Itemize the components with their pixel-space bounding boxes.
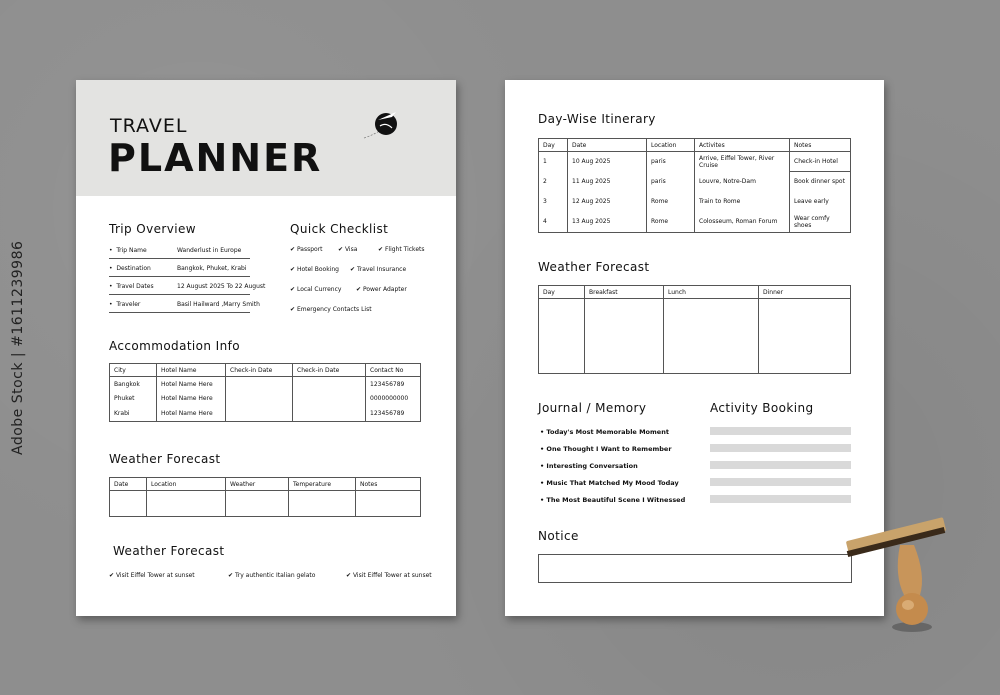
table-cell: Wear comfy shoes	[790, 212, 851, 233]
column-header: Lunch	[664, 286, 759, 299]
weather-table	[109, 477, 421, 517]
page-left	[76, 80, 456, 616]
table-cell: Colosseum, Roman Forum	[695, 212, 790, 233]
weather-forecast-heading: Weather Forecast	[538, 260, 650, 274]
journal-item: • The Most Beautiful Scene I Witnessed	[540, 496, 686, 504]
column-header: Dinner	[759, 286, 851, 299]
rubber-stamp-icon	[842, 515, 952, 635]
booking-line[interactable]	[710, 444, 851, 452]
table-cell: Phuket	[110, 392, 157, 406]
notice-box[interactable]	[538, 554, 852, 583]
column-header: Day	[539, 139, 568, 152]
destination-value: Bangkok, Phuket, Krabi	[177, 265, 247, 272]
weather-list-item: ✔ Try authentic Italian gelato	[228, 572, 316, 579]
table-cell: 123456789	[366, 406, 421, 422]
check-icon: ✔	[290, 246, 296, 253]
column-header: Hotel Name	[157, 364, 226, 377]
table-cell: Louvre, Notre-Dam	[695, 172, 790, 192]
booking-line[interactable]	[710, 427, 851, 435]
booking-line[interactable]	[710, 461, 851, 469]
checklist-item[interactable]: ✔ Travel Insurance	[350, 266, 407, 273]
table-cell: Train to Rome	[695, 192, 790, 212]
quick-checklist-heading: Quick Checklist	[290, 222, 389, 236]
check-icon: ✔	[109, 572, 115, 579]
journal-heading: Journal / Memory	[538, 401, 647, 415]
check-icon: ✔	[356, 286, 362, 293]
checklist-item[interactable]: ✔ Hotel Booking	[290, 266, 339, 273]
column-header: City	[110, 364, 157, 377]
table-cell: Book dinner spot	[790, 172, 851, 192]
table-cell: 2	[539, 172, 568, 192]
column-header: Temperature	[289, 478, 356, 491]
travel-dates-label: • Travel Dates	[109, 283, 154, 290]
table-cell	[226, 377, 293, 422]
table-row	[110, 377, 421, 392]
traveler-label: • Traveler	[109, 301, 141, 308]
column-header: Check-in Date	[226, 364, 293, 377]
journal-item: • One Thought I Want to Remember	[540, 445, 672, 453]
column-header: Location	[647, 139, 695, 152]
weather-list-heading: Weather Forecast	[113, 544, 225, 558]
weather-heading: Weather Forecast	[109, 452, 221, 466]
booking-line[interactable]	[710, 478, 851, 486]
checklist-item[interactable]: ✔ Emergency Contacts List	[290, 306, 372, 313]
check-icon: ✔	[290, 266, 296, 273]
check-icon: ✔	[350, 266, 356, 273]
checklist-item[interactable]: ✔ Local Currency	[290, 286, 342, 293]
table-row	[539, 299, 851, 374]
column-header: Day	[539, 286, 585, 299]
journal-item: • Interesting Conversation	[540, 462, 638, 470]
table-row	[110, 491, 421, 517]
table-cell: 3	[539, 192, 568, 212]
table-cell: Arrive, Eiffel Tower, River Cruise	[695, 152, 790, 172]
trip-name-label: • Trip Name	[109, 247, 147, 254]
weather-list-item: ✔ Visit Eiffel Tower at sunset	[109, 572, 195, 579]
table-row	[539, 212, 851, 233]
title-travel: TRAVEL	[110, 115, 188, 137]
table-cell: Leave early	[790, 192, 851, 212]
table-cell: Rome	[647, 192, 695, 212]
checklist-item[interactable]: ✔ Power Adapter	[356, 286, 407, 293]
itinerary-table	[538, 138, 851, 233]
table-cell: 123456789	[366, 377, 421, 392]
column-header: Notes	[790, 139, 851, 152]
check-icon: ✔	[378, 246, 384, 253]
checklist-item[interactable]: ✔ Flight Tickets	[378, 246, 425, 253]
column-header: Breakfast	[585, 286, 664, 299]
column-header: Location	[147, 478, 226, 491]
table-row	[539, 152, 851, 172]
journal-item: • Music That Matched My Mood Today	[540, 479, 679, 487]
check-icon: ✔	[290, 286, 296, 293]
table-cell: Bangkok	[110, 377, 157, 392]
table-row	[539, 172, 851, 192]
table-cell: paris	[647, 152, 695, 172]
column-header: Contact No	[366, 364, 421, 377]
table-cell: Rome	[647, 212, 695, 233]
weather-list-item: ✔ Visit Eiffel Tower at sunset	[346, 572, 432, 579]
column-header: Check-in Date	[293, 364, 366, 377]
table-cell	[293, 377, 366, 422]
check-icon: ✔	[290, 306, 296, 313]
booking-line[interactable]	[710, 495, 851, 503]
column-header: Date	[110, 478, 147, 491]
table-cell: 11 Aug 2025	[568, 172, 647, 192]
table-cell: 10 Aug 2025	[568, 152, 647, 172]
travel-dates-value: 12 August 2025 To 22 August	[177, 283, 266, 290]
table-cell: 1	[539, 152, 568, 172]
table-cell: 13 Aug 2025	[568, 212, 647, 233]
globe-plane-icon	[362, 108, 402, 144]
itinerary-heading: Day-Wise Itinerary	[538, 112, 656, 126]
table-cell: Hotel Name Here	[157, 406, 226, 422]
checklist-item[interactable]: ✔ Visa	[338, 246, 358, 253]
table-cell: Krabi	[110, 406, 157, 422]
title-planner: PLANNER	[108, 136, 323, 180]
column-header: Activites	[695, 139, 790, 152]
activity-booking-heading: Activity Booking	[710, 401, 814, 415]
meal-table	[538, 285, 851, 374]
page-right	[505, 80, 884, 616]
check-icon: ✔	[346, 572, 352, 579]
table-cell: 4	[539, 212, 568, 233]
column-header: Date	[568, 139, 647, 152]
table-cell: Hotel Name Here	[157, 377, 226, 392]
table-cell: Check-in Hotel	[790, 152, 851, 172]
table-cell: 12 Aug 2025	[568, 192, 647, 212]
table-cell: paris	[647, 172, 695, 192]
stock-watermark: Adobe Stock | #1611239986	[10, 240, 26, 455]
table-row	[539, 192, 851, 212]
check-icon: ✔	[228, 572, 234, 579]
traveler-value: Basil Hailward ,Marry Smith	[177, 301, 260, 308]
accommodation-heading: Accommodation Info	[109, 339, 240, 353]
column-header: Notes	[356, 478, 421, 491]
checklist-item[interactable]: ✔ Passport	[290, 246, 323, 253]
trip-name-value: Wanderlust in Europe	[177, 247, 242, 254]
notice-heading: Notice	[538, 529, 579, 543]
check-icon: ✔	[338, 246, 344, 253]
table-cell: 0000000000	[366, 392, 421, 406]
accommodation-table	[109, 363, 421, 422]
trip-overview-heading: Trip Overview	[109, 222, 196, 236]
table-cell: Hotel Name Here	[157, 392, 226, 406]
column-header: Weather	[226, 478, 289, 491]
destination-label: • Destination	[109, 265, 151, 272]
journal-item: • Today's Most Memorable Moment	[540, 428, 669, 436]
